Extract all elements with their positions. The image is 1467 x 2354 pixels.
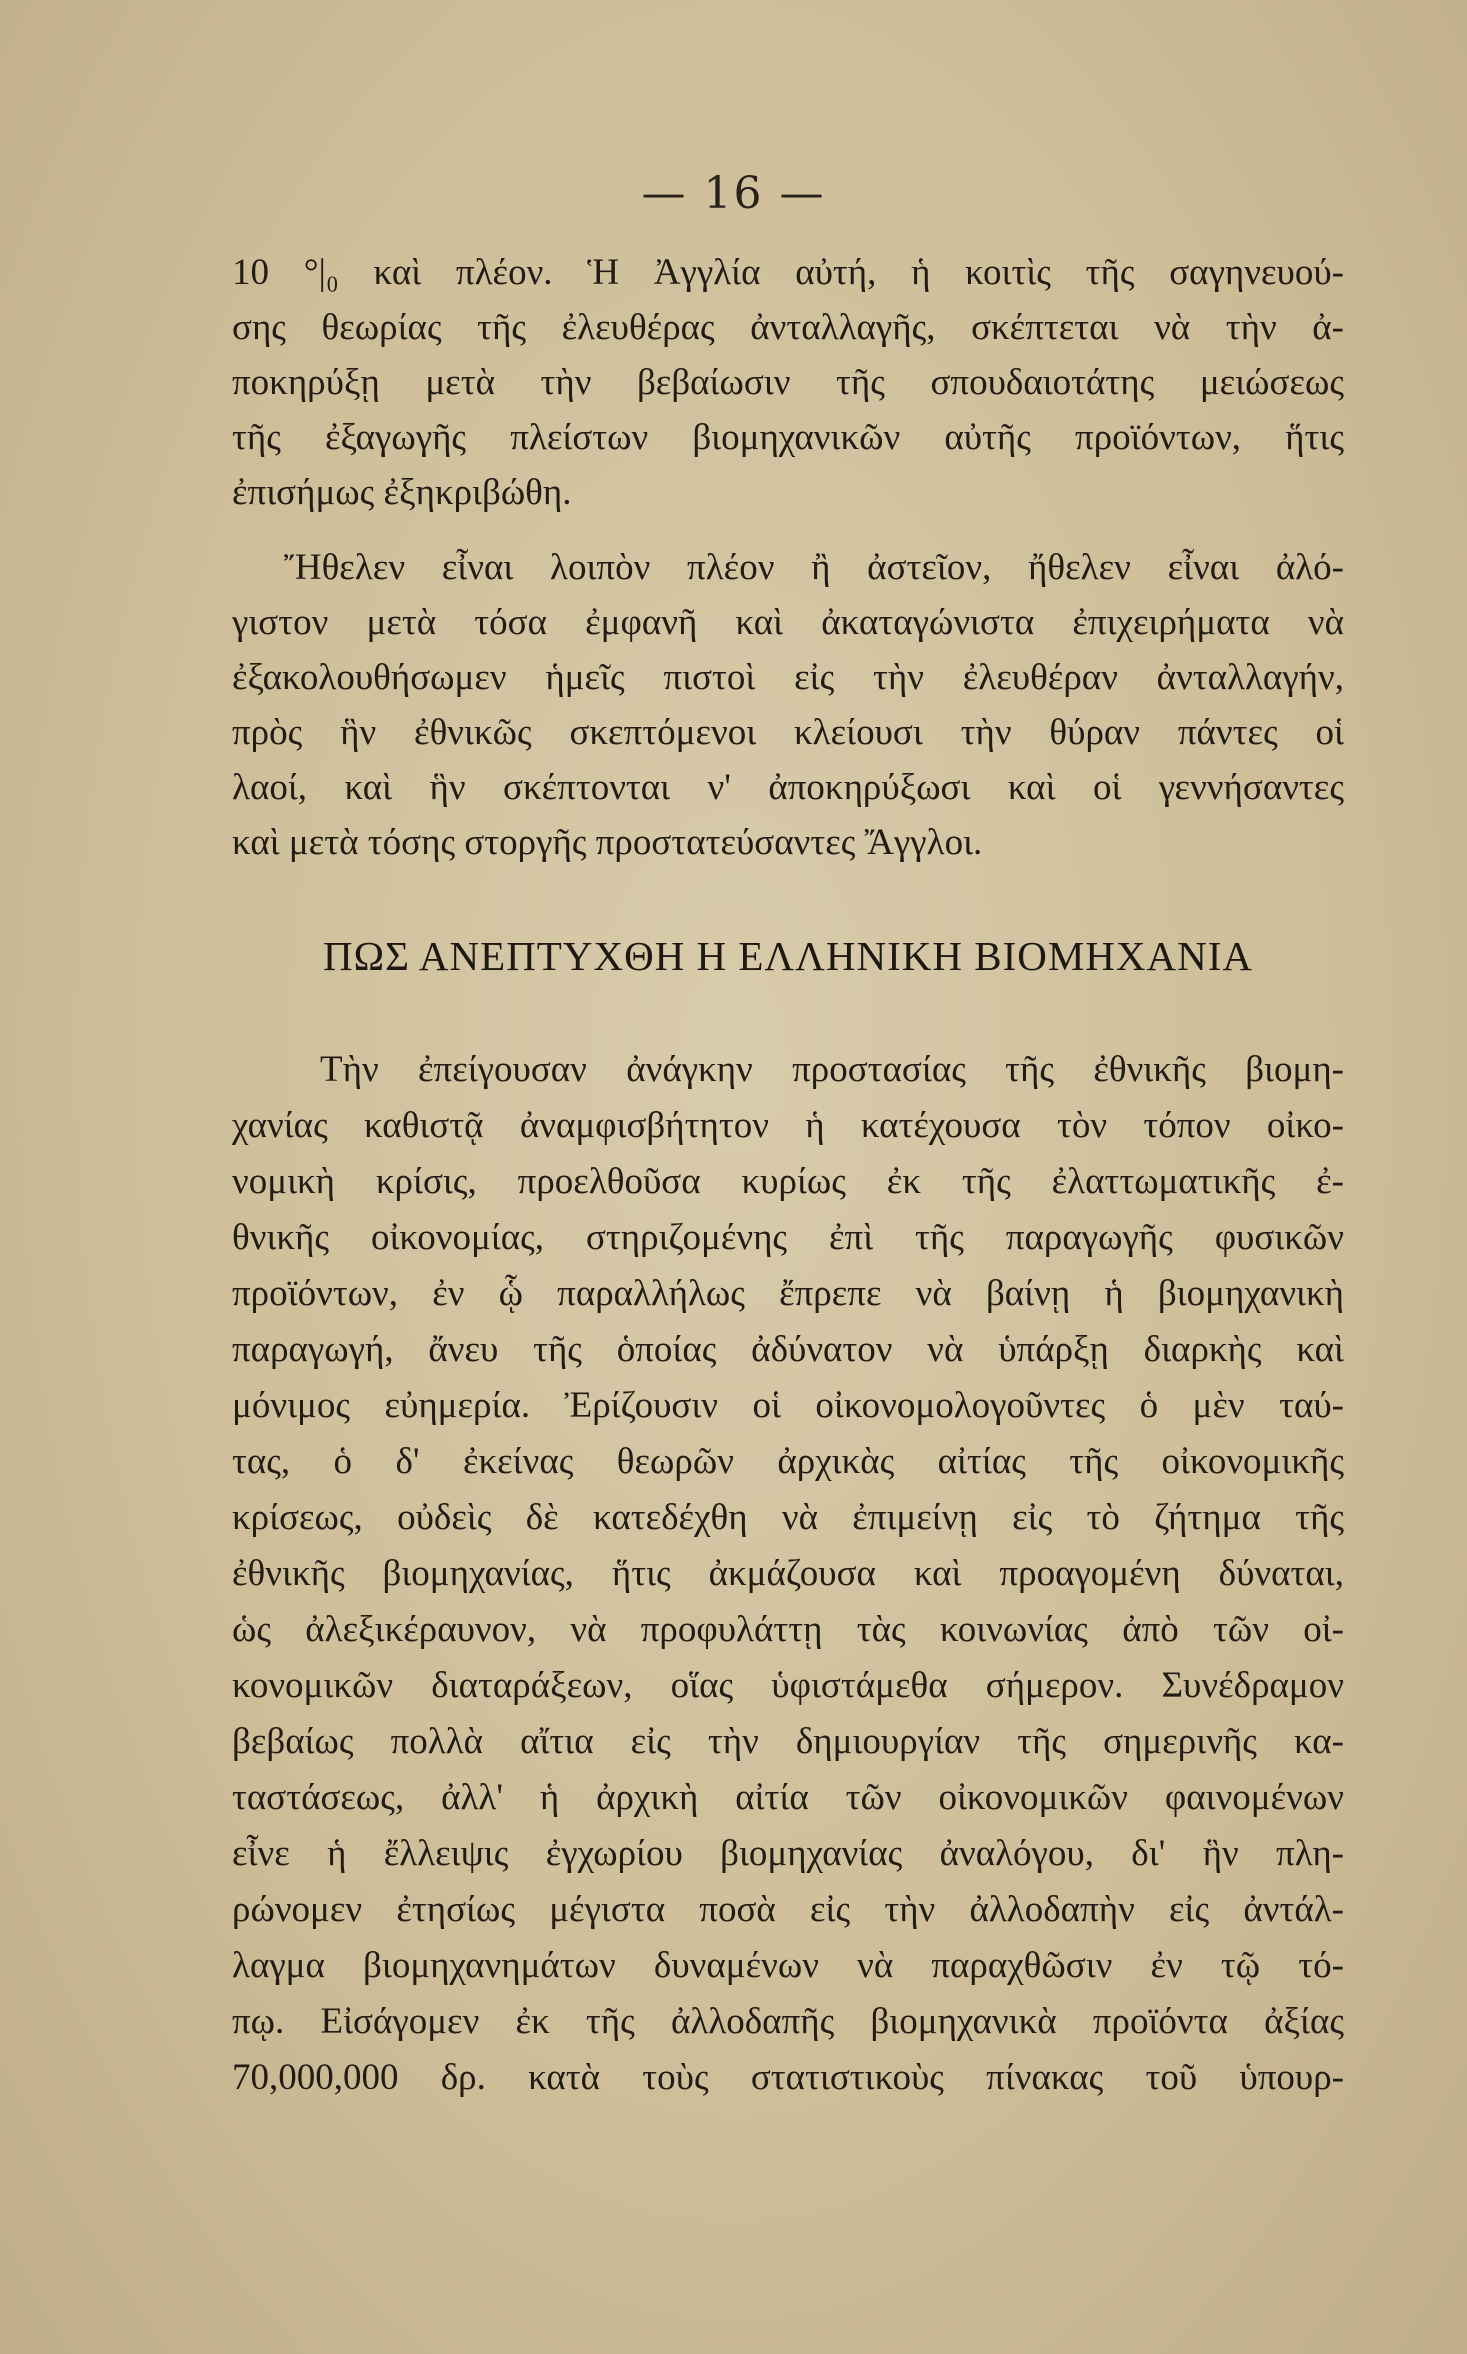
text-line: λαοί, καὶ ἣν σκέπτονται ν' ἀποκηρύξωσι καὶ οἱ γεννήσαντες — [232, 767, 1344, 808]
text-line: 70,000,000 δρ. κατὰ τοὺς στατιστικοὺς πίνακας τοῦ ὑπουρ- — [232, 2057, 1344, 2098]
text-line: μόνιμος εὐημερία. Ἐρίζουσιν οἱ οἰκονομολογοῦντες ὁ μὲν ταύ- — [232, 1385, 1344, 1426]
text-line: καὶ μετὰ τόσης στοργῆς προστατεύσαντες Ἄγγλοι. — [232, 822, 983, 863]
section-heading: ΠΩΣ ΑΝΕΠΤΥΧΘΗ Η ΕΛΛΗΝΙΚΗ ΒΙΟΜΗΧΑΝΙΑ — [323, 933, 1253, 979]
text-line: ἐξακολουθήσωμεν ἡμεῖς πιστοὶ εἰς τὴν ἐλευθέραν ἀνταλλαγήν, — [232, 657, 1344, 698]
text-line: προϊόντων, ἐν ᾧ παραλλήλως ἔπρεπε νὰ βαίνῃ ἡ βιομηχανικὴ — [232, 1273, 1344, 1314]
text-line: λαγμα βιομηχανημάτων δυναμένων νὰ παραχθῶσιν ἐν τῷ τό- — [232, 1945, 1344, 1986]
text-line: Ἤθελεν εἶναι λοιπὸν πλέον ἢ ἀστεῖον, ἤθελεν εἶναι ἀλό- — [284, 547, 1344, 588]
text-line: ταστάσεως, ἀλλ' ἡ ἀρχικὴ αἰτία τῶν οἰκονομικῶν φαινομένων — [232, 1777, 1344, 1818]
text-line: πρὸς ἣν ἐθνικῶς σκεπτόμενοι κλείουσι τὴν θύραν πάντες οἱ — [232, 712, 1344, 753]
text-line: πῳ. Εἰσάγομεν ἐκ τῆς ἀλλοδαπῆς βιομηχανικὰ προϊόντα ἀξίας — [232, 2001, 1344, 2042]
text-line: νομικὴ κρίσις, προελθοῦσα κυρίως ἐκ τῆς ἐλαττωματικῆς ἐ- — [232, 1161, 1344, 1202]
text-line: ἐθνικῆς βιομηχανίας, ἥτις ἀκμάζουσα καὶ προαγομένη δύναται, — [232, 1553, 1344, 1594]
page-number: — 16 — — [641, 168, 826, 219]
text-line: χανίας καθιστᾷ ἀναμφισβήτητον ἡ κατέχουσα τὸν τόπον οἰκο- — [232, 1105, 1344, 1146]
text-line: ποκηρύξῃ μετὰ τὴν βεβαίωσιν τῆς σπουδαιοτάτης μειώσεως — [232, 362, 1344, 403]
text-line: βεβαίως πολλὰ αἴτια εἰς τὴν δημιουργίαν τῆς σημερινῆς κα- — [232, 1721, 1344, 1762]
text-line: κρίσεως, οὐδεὶς δὲ κατεδέχθη νὰ ἐπιμείνῃ εἰς τὸ ζήτημα τῆς — [232, 1497, 1344, 1538]
text-line: τας, ὁ δ' ἐκείνας θεωρῶν ἀρχικὰς αἰτίας τῆς οἰκονομικῆς — [232, 1441, 1344, 1482]
text-line: τῆς ἐξαγωγῆς πλείστων βιομηχανικῶν αὐτῆς προϊόντων, ἥτις — [232, 417, 1344, 458]
text-line: παραγωγή, ἄνευ τῆς ὁποίας ἀδύνατον νὰ ὑπάρξῃ διαρκὴς καὶ — [232, 1329, 1344, 1370]
text-line: Τὴν ἐπείγουσαν ἀνάγκην προστασίας τῆς ἐθνικῆς βιομη- — [320, 1049, 1344, 1090]
text-line: ὡς ἀλεξικέραυνον, νὰ προφυλάττῃ τὰς κοινωνίας ἀπὸ τῶν οἰ- — [232, 1609, 1344, 1650]
text-line: ἐπισήμως ἐξηκριβώθη. — [232, 472, 572, 513]
text-line: θνικῆς οἰκονομίας, στηριζομένης ἐπὶ τῆς παραγωγῆς φυσικῶν — [232, 1217, 1344, 1258]
text-line: σης θεωρίας τῆς ἐλευθέρας ἀνταλλαγῆς, σκέπτεται νὰ τὴν ἀ- — [232, 307, 1344, 348]
text-line: 10 °|₀ καὶ πλέον. Ἡ Ἀγγλία αὐτή, ἡ κοιτὶς τῆς σαγηνευού- — [232, 252, 1344, 293]
text-line: ρώνομεν ἐτησίως μέγιστα ποσὰ εἰς τὴν ἀλλοδαπὴν εἰς ἀντάλ- — [232, 1889, 1344, 1930]
text-line: κονομικῶν διαταράξεων, οἵας ὑφιστάμεθα σήμερον. Συνέδραμον — [232, 1665, 1344, 1706]
text-line: γιστον μετὰ τόσα ἐμφανῆ καὶ ἀκαταγώνιστα ἐπιχειρήματα νὰ — [232, 602, 1344, 643]
text-line: εἶνε ἡ ἔλλειψις ἐγχωρίου βιομηχανίας ἀναλόγου, δι' ἣν πλη- — [232, 1833, 1344, 1874]
